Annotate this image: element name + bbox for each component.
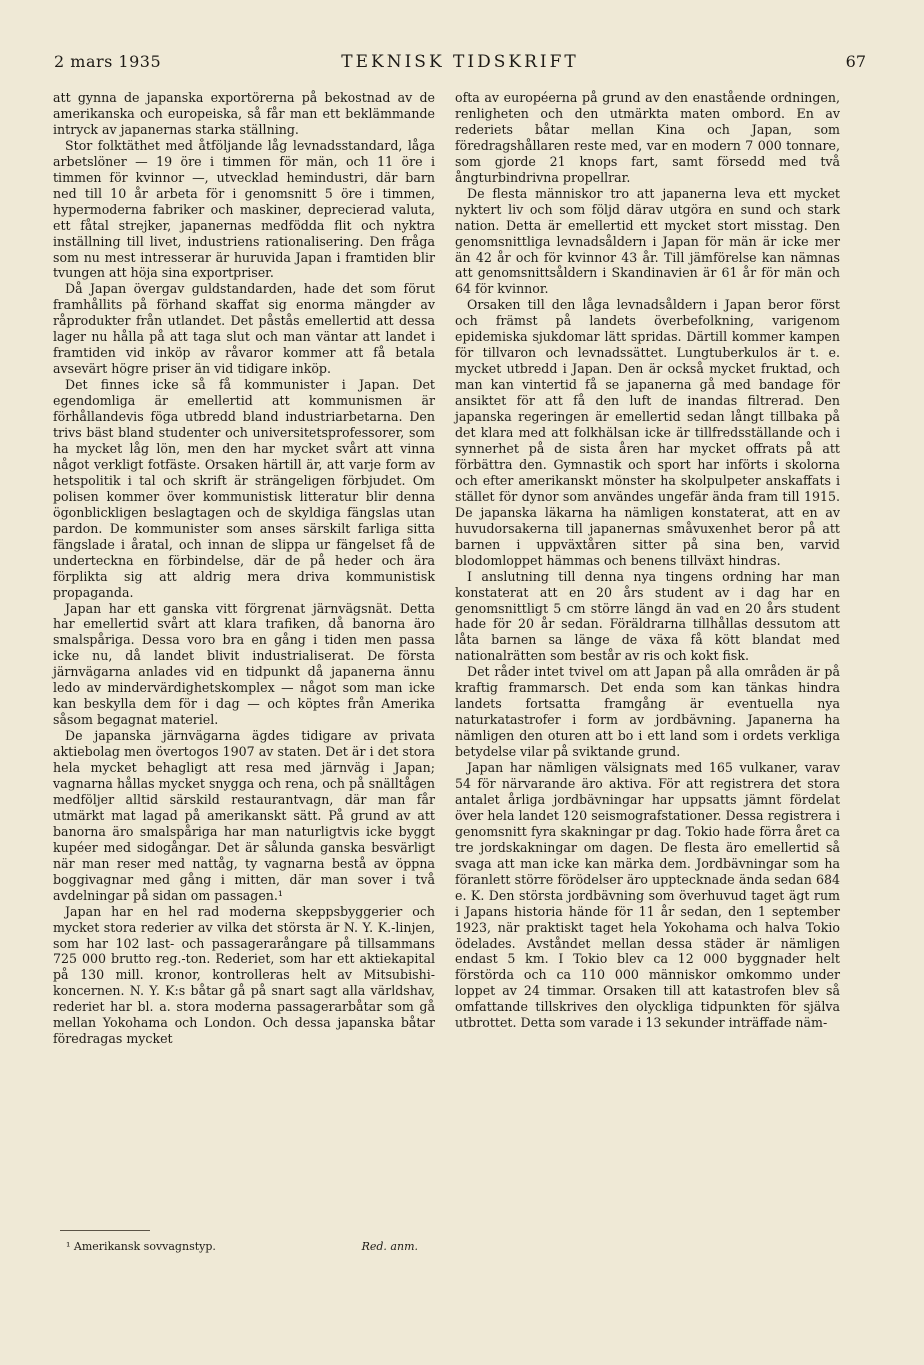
- paragraph: att gynna de japanska exportörerna på bekostnad av de amerikanska och europeiska, så får man ett beklämmande intryck av japanernas starka ställning.: [53, 90, 435, 137]
- paragraph: Japan har nämligen välsignats med 165 vulkaner, varav 54 för närvarande äro aktiva. För att registrera det stora antalet årliga jordbävningar har uppsatts jämnt fördelat över hela landet 120 seismografstationer. Dessa registrera i genomsnitt fyra skakningar pr dag. Tokio hade förra året ca tre jordskakningar om dagen. De flesta äro emellertid så svaga att man icke kan märka dem. Jordbävningar som ha föranlett större förödelser äro upptecknade ända sedan 684 e. K. Den största jordbävning som överhuvud taget ägt rum i Japans historia hände för 11 år sedan, den 1 september 1923, när praktiskt taget hela Yokohama och halva Tokio ödelades. Avståndet mellan dessa städer är nämligen endast 5 km. I Tokio blev ca 12 000 byggnader helt förstörda och ca 110 000 människor omkommo under loppet av 24 timmar. Orsaken till att katastrofen blev så omfattande tillskrives den olyckliga tidpunkten för själva utbrottet. Detta som varade i 13 sekunder inträffade näm-: [455, 760, 840, 1031]
- paragraph: Det finnes icke så få kommunister i Japan. Det egendomliga är emellertid att kommunismen är förhållandevis föga utbredd bland industriarbetarna. Den trivs bäst bland studenter och universitetsprofessorer, som ha mycket låg lön, men den har mycket svårt att vinna något verkligt fotfäste. Orsaken härtill är, att varje form av hetspolitik i tal och skrift är strängeligen förbjudet. Om polisen kommer över kommunistisk litteratur blir denna ögonblickligen beslagtagen och de skyldiga fängslas utan pardon. De kommunister som anses särskilt farliga sitta fängslade i åratal, och innan de slippa ur fängelset få de underteckna en förbindelse, där de på heder och ära förplikta sig att aldrig mera driva kommunistisk propaganda.: [53, 377, 435, 600]
- paragraph: Japan har ett ganska vitt förgrenat järnvägsnät. Detta har emellertid svårt att klara trafiken, då banorna äro smalspåriga. Dessa voro bra en gång i tiden men passa icke nu, då landet blivit industrialiserat. De första järnvägarna anlades vid en tidpunkt då japanerna ännu ledo av mindervärdighetskomplex — något som man icke kan beskylla dem för i dag — och köptes från Amerika såsom begagnat materiel.: [53, 600, 435, 728]
- page-number: 67: [845, 52, 866, 71]
- left-column: [53, 90, 435, 1047]
- paragraph: ofta av européerna på grund av den enastående ordningen, renligheten och den utmärkta maten ombord. En av rederiets båtar mellan Kina och Japan, som föredragshållaren reste med, var en modern 7 000 tonnare, som gjorde 21 knops fart, samt försedd med två ångturbindrivna propellrar.: [455, 90, 840, 185]
- paragraph: Japan har en hel rad moderna skeppsbyggerier och mycket stora rederier av vilka det största är N. Y. K.-linjen, som har 102 last- och passagerarångare på tillsammans 725 000 brutto reg.-ton. Rederiet, som har ett aktiekapital på 130 mill. kronor, kontrolleras helt av Mitsubishi-koncernen. N. Y. K:s båtar gå på snart sagt alla världshav, rederiet har bl. a. stora moderna passagerarbåtar som gå mellan Yokohama och London. Och dessa japanska båtar föredragas mycket: [53, 903, 435, 1047]
- paragraph: De japanska järnvägarna ägdes tidigare av privata aktiebolag men övertogos 1907 av staten. Det är i det stora hela mycket behagligt att resa med järnväg i Japan; vagnarna hållas mycket snygga och rena, och på snälltågen medföljer alltid särskild restaurantvagn, där man får utmärkt mat lagad på amerikanskt sätt. På grund av att banorna äro smalspåriga har man naturligtvis icke byggt kupéer med sidogångar. Det är sålunda ganska besvärligt när man reser med nattåg, ty vagnarna bestå av öppna boggivagnar med gång i mitten, där man sover i två avdelningar på sidan om passagen.¹: [53, 728, 435, 903]
- paragraph: De flesta människor tro att japanerna leva ett mycket nyktert liv och som följd därav utgöra en sund och stark nation. Detta är emellertid ett mycket stort misstag. Den genomsnittliga levnadsåldern i Japan för män är icke mer än 42 år och för kvinnor 43 år. Till jämförelse kan nämnas att genomsnittsåldern i Skandinavien är 61 år för män och 64 för kvinnor.: [455, 185, 840, 297]
- journal-title: TEKNISK TIDSKRIFT: [341, 52, 579, 72]
- footnote-text: ¹ Amerikansk sovvagnstyp.: [66, 1240, 216, 1253]
- right-column: [455, 90, 840, 1031]
- footnote-signature: Red. anm.: [361, 1240, 418, 1253]
- paragraph: Då Japan övergav guldstandarden, hade det som förut framhållits på förhand skaffat sig enorma mängder av råprodukter från utlandet. Det påstås emellertid att dessa lager nu hålla på att taga slut och man väntar att landet i framtiden vid inköp av råvaror kommer att få betala avsevärt högre priser än vid tidigare inköp.: [53, 281, 435, 377]
- paragraph: I anslutning till denna nya tingens ordning har man konstaterat att en 20 års student av i dag har en genomsnittligt 5 cm större längd än vad en 20 års student hade för 20 år sedan. Föräldrarna tillhållas dessutom att låta barnen sa länge de växa få kött blandat med nationalrätten som består av ris och kokt fisk.: [455, 568, 840, 664]
- paragraph: Det råder intet tvivel om att Japan på alla områden är på kraftig frammarsch. Det enda som kan tänkas hindra landets fortsatta framgång är eventuella nya naturkatastrofer i form av jordbävning. Japanerna ha nämligen den oturen att bo i ett land som i ordets verkliga betydelse vilar på sviktande grund.: [455, 664, 840, 760]
- paragraph: Stor folktäthet med åtföljande låg levnadsstandard, låga arbetslöner — 19 öre i timmen för män, och 11 öre i timmen för kvinnor —, utvecklad hemindustri, där barn ned till 10 år arbeta för i genomsnitt 5 öre i timmen, hypermoderna fabriker och maskiner, deprecierad valuta, ett fåtal strejker, japanernas medfödda flit och nyktra inställning till livet, industriens rationalisering. Den fråga som nu mest intresserar är huruvida Japan i framtiden blir tvungen att höja sina exportpriser.: [53, 137, 435, 281]
- issue-date: 2 mars 1935: [54, 52, 162, 71]
- paragraph: Orsaken till den låga levnadsåldern i Japan beror först och främst på landets överbefolkning, varigenom epidemiska sjukdomar lätt spridas. Därtill kommer kampen för tillvaron och levnadssättet. Lungtuberkulos är t. e. mycket utbredd i Japan. Den är också mycket fruktad, och man kan vintertid få se japanerna gå med bandage för ansiktet för att få den luft de inandas filtrerad. Den japanska regeringen är emellertid sedan långt tillbaka på det klara med att folkhälsan icke är tillfredsställande och i synnerhet på de sista åren har mycket offrats på att förbättra den. Gymnastik och sport har införts i skolorna och efter amerikanskt mönster ha skolpulpeter anskaffats i stället för dynor som användes ungefär ända fram till 1915. De japanska läkarna ha nämligen konstaterat, att en av huvudorsakerna till japanernas småvuxenhet beror på att barnen i uppväxtåren sitter på sina ben, varvid blodomloppet hämmas och benens tillväxt hindras.: [455, 297, 840, 568]
- footnote-divider: [60, 1230, 150, 1231]
- page-header: [54, 50, 866, 78]
